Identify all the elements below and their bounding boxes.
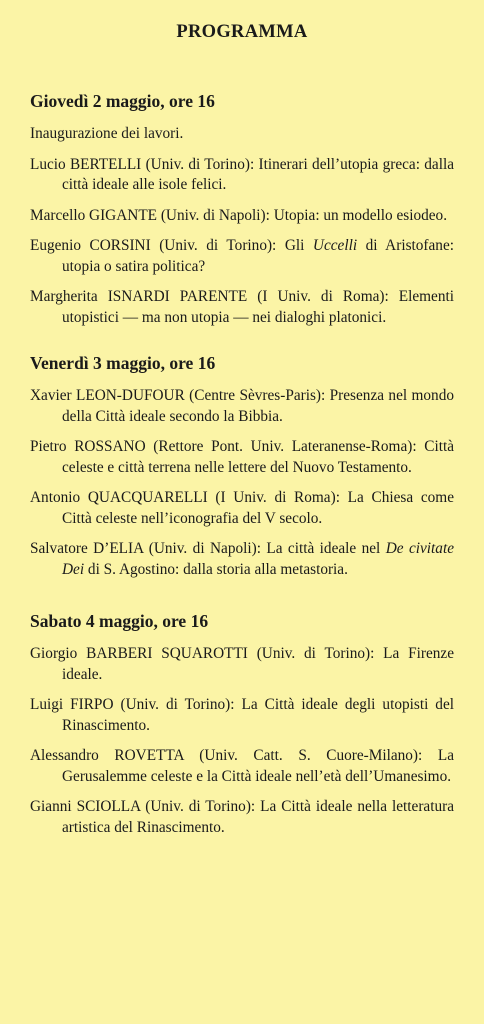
program-item: Giorgio BARBERI SQUAROTTI (Univ. di Torino): La Firenze ideale. <box>30 645 454 683</box>
program-item: Gianni SCIOLLA (Univ. di Torino): La Città ideale nella letteratura artistica del Rinascimento. <box>30 798 454 836</box>
program-item: Alessandro ROVETTA (Univ. Catt. S. Cuore-Milano): La Gerusalemme celeste e la Città ideale nell’età dell’Umanesimo. <box>30 747 454 785</box>
program-item: Pietro ROSSANO (Rettore Pont. Univ. Lateranense-Roma): Città celeste e città terrena nelle lettere del Nuovo Testamento. <box>30 438 454 476</box>
program-item <box>30 539 454 580</box>
day-section-giovedi <box>30 90 454 328</box>
program-item: Marcello GIGANTE (Univ. di Napoli): Utopia: un modello esiodeo. <box>30 206 448 224</box>
work-title: De civitate Dei <box>62 540 454 578</box>
program-item-text: Eugenio CORSINI (Univ. di Torino): Gli <box>30 237 313 254</box>
program-item-text: di Aristofane: utopia o satira politica? <box>62 237 454 275</box>
program-item: Luigi FIRPO (Univ. di Torino): La Città ideale degli utopisti del Rinascimento. <box>30 696 454 734</box>
day-heading: Venerdì 3 maggio, ore 16 <box>30 353 216 373</box>
page-title: PROGRAMMA <box>176 22 308 42</box>
work-title: Uccelli <box>312 237 358 254</box>
program-item-text: di S. Agostino: dalla storia alla metastoria. <box>84 560 348 578</box>
day-section-venerdi <box>30 352 454 580</box>
day-heading: Sabato 4 maggio, ore 16 <box>30 611 209 631</box>
day-heading: Giovedì 2 maggio, ore 16 <box>30 91 215 111</box>
program-item: Antonio QUACQUARELLI (I Univ. di Roma): La Chiesa come Città celeste nell’iconografia del V secolo. <box>30 489 454 527</box>
program-item-text: Salvatore D’ELIA (Univ. di Napoli): La città ideale nel <box>30 540 386 557</box>
program-item: Inaugurazione dei lavori. <box>30 125 184 142</box>
program-item: Lucio BERTELLI (Univ. di Torino): Itinerari dell’utopia greca: dalla città ideale alle isole felici. <box>30 155 454 193</box>
program-item: Margherita ISNARDI PARENTE (I Univ. di Roma): Elementi utopistici — ma non utopia — nei dialoghi platonici. <box>30 288 454 326</box>
day-section-sabato <box>30 610 454 838</box>
program-item <box>30 236 454 277</box>
program-item: Xavier LEON-DUFOUR (Centre Sèvres-Paris): Presenza nel mondo della Città ideale secondo la Bibbia. <box>30 387 454 425</box>
